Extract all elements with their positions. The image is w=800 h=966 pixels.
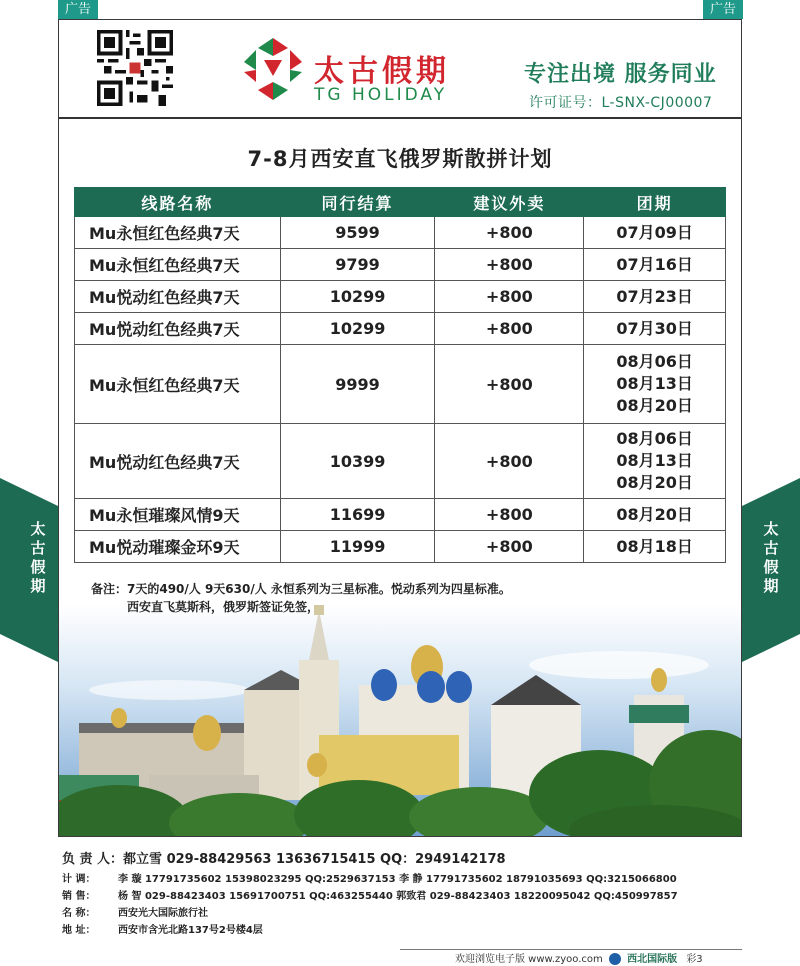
edition-name: 西北国际版	[627, 954, 678, 965]
price-cell: 11699	[280, 499, 435, 531]
remarks-line-2: 西安直飞莫斯科，俄罗斯签证免签，	[127, 600, 320, 614]
qr-code-icon	[97, 30, 173, 106]
route-cell: Mu悦动璀璨金环9天	[75, 531, 281, 563]
price-cell: 9599	[280, 217, 435, 249]
route-cell: Mu永恒红色经典7天	[75, 217, 281, 249]
route-cell: Mu悦动红色经典7天	[75, 313, 281, 345]
page-number: 彩3	[686, 954, 703, 965]
dates-cell	[584, 281, 726, 313]
price-cell: 10299	[280, 281, 435, 313]
route-cell: Mu永恒璀璨风情9天	[75, 499, 281, 531]
departure-date: 07月09日	[616, 222, 693, 242]
departure-date: 08月13日	[616, 451, 693, 470]
price-cell: 9799	[280, 249, 435, 281]
col-header-departure: 团期	[584, 188, 726, 217]
edition-badge-icon	[609, 953, 621, 965]
markup-cell: +800	[435, 281, 584, 313]
route-cell: Mu悦动红色经典7天	[75, 281, 281, 313]
contact-row	[62, 887, 742, 904]
ad-header	[59, 20, 741, 119]
contact-row	[62, 921, 742, 938]
contact-lead: 负 责 人：都立雪 029-88429563 13636715415 QQ：2949142178	[62, 852, 506, 867]
price-cell: 10399	[280, 424, 435, 499]
departure-date: 08月20日	[616, 504, 693, 524]
contact-label: 销 售：	[62, 891, 96, 902]
dates-cell	[584, 313, 726, 345]
route-cell: Mu悦动红色经典7天	[75, 424, 281, 499]
contact-label: 名 称：	[62, 908, 96, 919]
table-row	[75, 281, 726, 313]
table-row	[75, 217, 726, 249]
markup-cell: +800	[435, 345, 584, 424]
table-row	[75, 313, 726, 345]
contact-value: 李 璇 17791735602 15398023295 QQ:2529637153 李 静 17791735602 18791035693 QQ:3215066800	[118, 874, 677, 885]
price-cell: 10299	[280, 313, 435, 345]
site-welcome: 欢迎浏览电子版 www.zyoo.com	[455, 954, 603, 965]
license-number: 许可证号：L-SNX-CJ00007	[529, 95, 713, 111]
ad-label-left: 广告	[58, 0, 98, 19]
contact-label: 地 址：	[62, 925, 96, 936]
col-header-route: 线路名称	[75, 188, 281, 217]
table-header-row	[75, 188, 726, 217]
contact-row	[62, 870, 742, 887]
departure-date: 07月23日	[616, 286, 693, 306]
dates-cell	[584, 531, 726, 563]
route-cell: Mu永恒红色经典7天	[75, 249, 281, 281]
price-cell: 9999	[280, 345, 435, 424]
contact-row	[62, 904, 742, 921]
markup-cell: +800	[435, 313, 584, 345]
contact-value: 西安市含光北路137号2号楼4层	[118, 925, 263, 936]
remarks-line-1: 备注：7天的490/人 9天630/人 永恒系列为三星标准。悦动系列为四星标准。	[91, 582, 511, 596]
departure-date: 08月13日	[616, 374, 693, 393]
markup-cell: +800	[435, 424, 584, 499]
dates-cell	[584, 249, 726, 281]
brand-slogan: 专注出境 服务同业	[524, 62, 717, 87]
price-cell: 11999	[280, 531, 435, 563]
dates-cell	[584, 424, 726, 499]
departure-date: 08月18日	[616, 536, 693, 556]
col-header-settlement: 同行结算	[280, 188, 435, 217]
side-tab-right-label: 太 古 假 期	[763, 520, 779, 595]
departure-date: 08月06日	[616, 352, 693, 371]
dates-cell	[584, 345, 726, 424]
markup-cell: +800	[435, 499, 584, 531]
departure-date: 08月20日	[616, 473, 693, 492]
table-row	[75, 531, 726, 563]
departure-date: 08月06日	[616, 429, 693, 448]
departure-date: 07月16日	[616, 254, 693, 274]
table-row	[75, 345, 726, 424]
ad-label-right: 广告	[703, 0, 743, 19]
cathedral-skyline-photo	[59, 605, 741, 836]
contact-label: 计 调：	[62, 874, 96, 885]
brand-name-cn: 太古假期	[314, 54, 450, 89]
table-row	[75, 249, 726, 281]
brand-name-en: TG HOLIDAY	[314, 85, 448, 105]
page-footer-bar	[455, 950, 703, 965]
page-title: 7-8月西安直飞俄罗斯散拼计划	[247, 147, 553, 171]
dates-cell	[584, 217, 726, 249]
departure-date: 07月30日	[616, 318, 693, 338]
dates-cell	[584, 499, 726, 531]
tg-holiday-logo-icon	[242, 36, 304, 102]
departure-date: 08月20日	[616, 396, 693, 415]
markup-cell: +800	[435, 217, 584, 249]
contact-footer	[62, 848, 742, 938]
side-tab-left-label: 太 古 假 期	[30, 520, 46, 595]
contact-value: 西安光大国际旅行社	[118, 908, 208, 919]
markup-cell: +800	[435, 531, 584, 563]
route-cell: Mu永恒红色经典7天	[75, 345, 281, 424]
markup-cell: +800	[435, 249, 584, 281]
col-header-retail: 建议外卖	[435, 188, 584, 217]
table-row	[75, 424, 726, 499]
contact-value: 杨 智 029-88423403 15691700751 QQ:463255440 郭致君 029-88423403 18220095042 QQ:450997857	[118, 891, 678, 902]
table-row	[75, 499, 726, 531]
tour-price-table	[74, 187, 726, 563]
